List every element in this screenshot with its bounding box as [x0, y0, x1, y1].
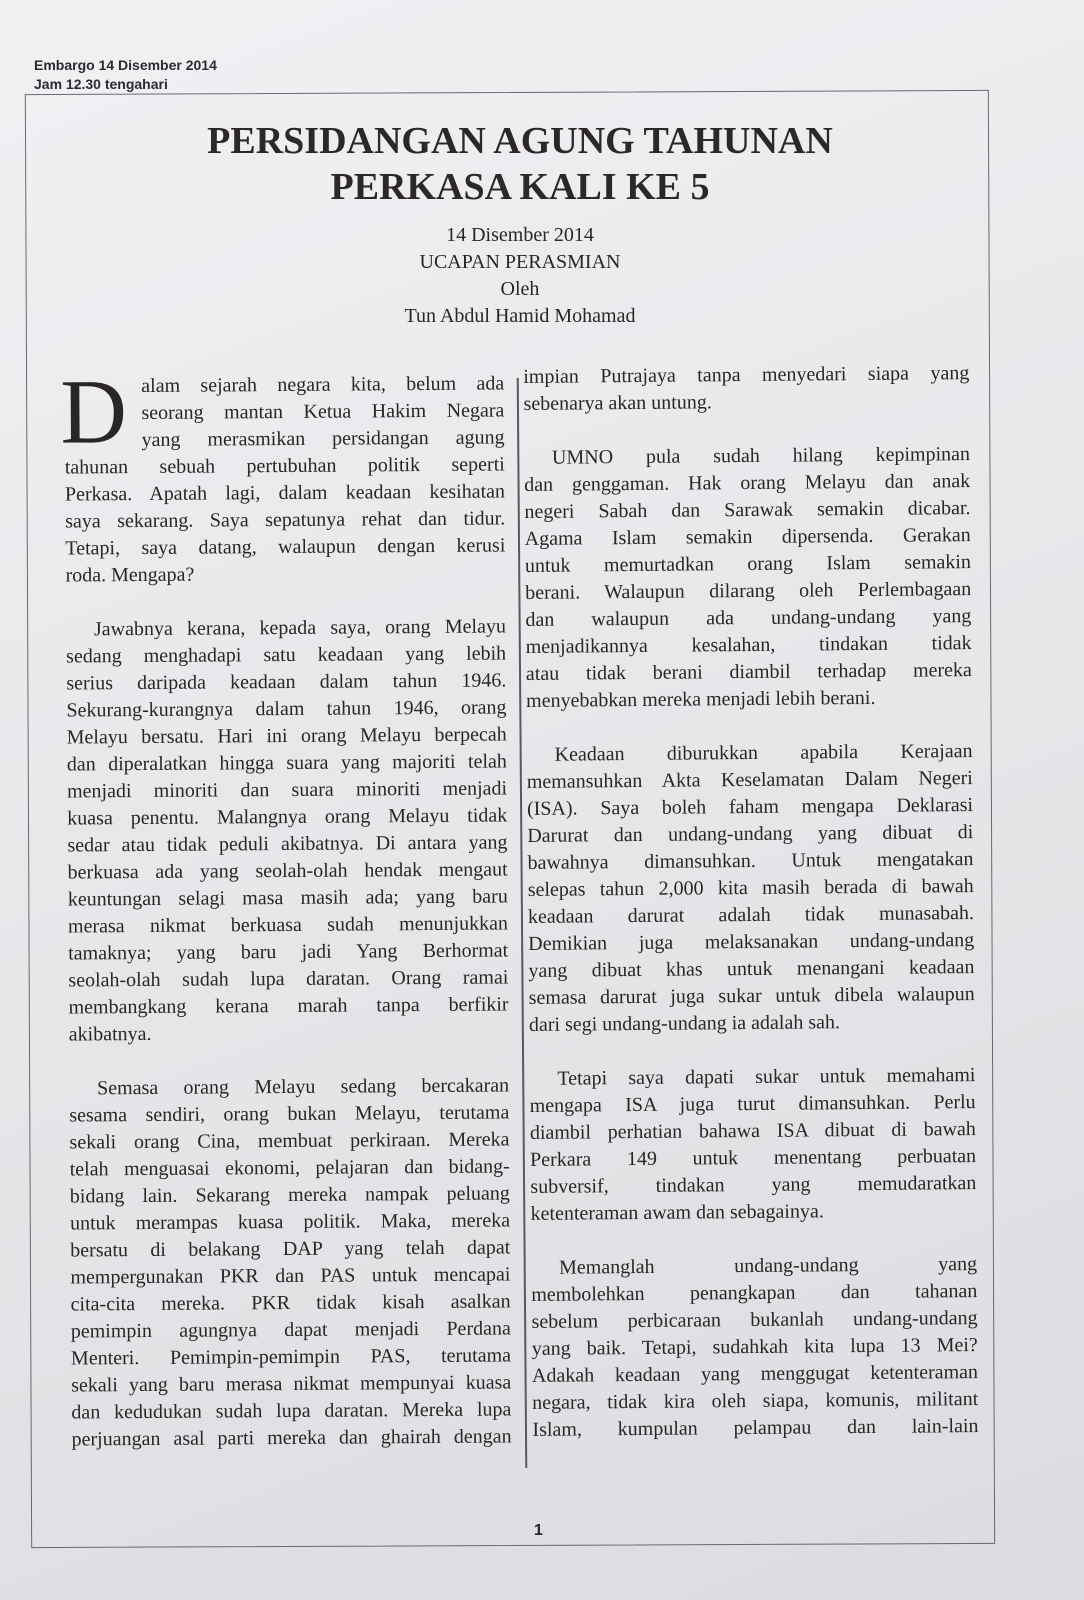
- text-line: seorang mantan Ketua Hakim Negara: [141, 399, 505, 425]
- text-line: negeri Sabah dan Sarawak semakin dicabar.: [524, 497, 971, 523]
- text-line: untuk memurtadkan orang Islam semakin: [524, 551, 972, 577]
- text-line: atau tidak berani diambil terhadap mereka: [525, 659, 972, 685]
- by-label: Oleh: [500, 278, 540, 300]
- text-line: Darurat dan undang-undang yang dibuat di: [527, 821, 974, 847]
- text-line: keadaan darurat adalah tidak munasabah.: [527, 902, 975, 928]
- text-line: sebenarya akan untung.: [523, 391, 712, 415]
- text-line: bidang lain. Sekarang mereka nampak peluang: [69, 1182, 510, 1208]
- document-date: 14 Disember 2014: [446, 224, 594, 246]
- text-line: menjadikannya kesalahan, tindakan tidak: [525, 632, 972, 658]
- text-line: Adakah keadaan yang menggugat ketenteraman: [531, 1361, 979, 1387]
- text-line: Memanglah undang-undang yang: [558, 1253, 978, 1279]
- text-line: mengapa ISA juga turut dimansuhkan. Perlu: [529, 1091, 976, 1117]
- text-line: yang baik. Tetapi, sudahkah kita lupa 13 Mei?: [531, 1334, 978, 1360]
- text-line: sekali yang baru merasa nikmat mempunyai kuasa: [71, 1371, 512, 1397]
- text-line: Jawabnya kerana, kepada saya, orang Melayu: [93, 615, 506, 641]
- text-line: memansuhkan Akta Keselamatan Dalam Negeri: [526, 767, 973, 793]
- text-line: membolehkan penangkapan dan tahanan: [531, 1280, 978, 1306]
- text-line: Islam, kumpulan pelampau dan lain-lain: [532, 1415, 979, 1441]
- text-line: Semasa orang Melayu sedang bercakaran: [97, 1074, 510, 1100]
- text-line: akibatnya.: [68, 1022, 152, 1046]
- text-line: ketenteraman awam dan sebagainya.: [530, 1200, 824, 1225]
- text-line: telah menguasai ekonomi, pelajaran dan bidang-: [69, 1155, 510, 1181]
- left-column: [60, 360, 512, 1480]
- paragraph: [524, 441, 972, 715]
- text-line: (ISA). Saya boleh faham mengapa Deklarasi: [526, 794, 974, 820]
- paragraph: [529, 1062, 976, 1228]
- text-line: dari segi undang-undang ia adalah sah.: [528, 1011, 841, 1036]
- paragraph: [64, 370, 505, 589]
- text-line: membangkang kerana marah tanpa berfikir: [68, 993, 509, 1019]
- text-line: tamaknya; yang baru jadi Yang Berhormat: [68, 939, 509, 965]
- paragraph: [66, 613, 509, 1048]
- text-line: sebelum perbicaraan bukanlah undang-undang: [531, 1307, 978, 1333]
- text-line: Perkara 149 untuk menentang perbuatan: [530, 1145, 977, 1171]
- text-line: Melayu bersatu. Hari ini orang Melayu berpecah: [66, 723, 507, 749]
- text-line: perjuangan asal parti mereka dan ghairah dengan: [71, 1425, 512, 1451]
- drop-cap: D: [60, 360, 128, 463]
- text-line: sedar atau tidak peduli akibatnya. Di antara yang: [67, 831, 508, 857]
- text-line: bersatu di belakang DAP yang telah dapat: [70, 1236, 511, 1262]
- document-title: [0, 118, 1040, 210]
- text-line: sesama sendiri, orang bukan Melayu, terutama: [69, 1101, 510, 1127]
- text-line: merasa nikmat berkuasa sudah menunjukkan: [67, 912, 509, 938]
- text-line: menjadi minoriti dan suara minoriti menjadi: [66, 777, 508, 803]
- text-line: Tetapi, saya datang, walaupun dengan kerusi: [65, 534, 506, 560]
- text-line: dan genggaman. Hak orang Melayu dan anak: [524, 470, 971, 496]
- text-line: dan walaupun ada undang-undang yang: [525, 605, 972, 631]
- text-line: Menteri. Pemimpin-pemimpin PAS, terutama: [70, 1344, 512, 1370]
- text-line: bawahnya dimansuhkan. Untuk mengatakan: [527, 848, 974, 874]
- text-line: Sekurang-kurangnya dalam tahun 1946, orang: [66, 696, 507, 722]
- document-subheader: [0, 222, 1040, 330]
- text-line: kuasa penentu. Malangnya orang Melayu tidak: [67, 804, 508, 830]
- document-subtitle: UCAPAN PERASMIAN: [419, 251, 621, 273]
- text-line: diambil perhatian bahawa ISA dibuat di bawah: [529, 1118, 976, 1144]
- title-line-1: PERSIDANGAN AGUNG TAHUNAN: [207, 120, 833, 162]
- text-line: sekali orang Cina, membuat perkiraan. Mereka: [69, 1128, 510, 1154]
- text-line: dan kedudukan sudah lupa daratan. Mereka lupa: [71, 1398, 512, 1424]
- paragraph: [69, 1072, 512, 1453]
- paragraph: [523, 360, 969, 418]
- embargo-time: Jam 12.30 tengahari: [34, 76, 168, 92]
- text-line: untuk merampas kuasa politik. Maka, mereka: [69, 1209, 511, 1235]
- text-line: yang dibuat khas untuk menangani keadaan: [528, 956, 975, 982]
- text-line: menyebabkan mereka menjadi lebih berani.: [526, 686, 876, 712]
- text-line: alam sejarah negara kita, belum ada: [141, 372, 505, 398]
- page-number: 1: [534, 1522, 543, 1539]
- embargo-date: Embargo 14 Disember 2014: [34, 57, 217, 73]
- text-line: Perkasa. Apatah lagi, dalam keadaan kesihatan: [64, 480, 506, 506]
- text-line: dan diperalatkan hingga suara yang majoriti telah: [66, 750, 507, 776]
- text-line: pemimpin agungnya dapat menjadi Perdana: [70, 1317, 511, 1343]
- text-line: Agama Islam semakin dipersenda. Gerakan: [524, 524, 971, 550]
- text-line: selepas tahun 2,000 kita masih berada di bawah: [527, 875, 974, 901]
- text-line: serius daripada keadaan dalam tahun 1946.: [66, 669, 507, 695]
- text-line: saya sekarang. Saya sepatunya rehat dan tidur.: [65, 507, 506, 533]
- text-line: berkuasa ada yang seolah-olah hendak mengaut: [67, 858, 508, 884]
- text-line: keuntungan selagi masa masih ada; yang baru: [67, 885, 508, 911]
- text-line: negara, tidak kira oleh siapa, komunis, militant: [532, 1388, 979, 1414]
- text-line: tahunan sebuah pertubuhan politik seperti: [64, 453, 505, 479]
- paragraph: [531, 1251, 979, 1444]
- text-line: yang merasmikan persidangan agung: [141, 426, 505, 452]
- embargo-notice: [34, 56, 217, 94]
- text-line: Keadaan diburukkan apabila Kerajaan: [554, 740, 973, 766]
- text-line: roda. Mengapa?: [65, 563, 195, 587]
- title-line-2: PERKASA KALI KE 5: [330, 166, 710, 208]
- paragraph: [526, 738, 975, 1039]
- text-line: mempergunakan PKR dan PAS untuk mencapai: [70, 1263, 511, 1289]
- right-column: [523, 360, 979, 1471]
- text-line: subversif, tindakan yang memudaratkan: [530, 1172, 977, 1198]
- text-line: berani. Walaupun dilarang oleh Perlembagaan: [525, 578, 972, 604]
- author-name: Tun Abdul Hamid Mohamad: [404, 305, 636, 327]
- text-line: cita-cita mereka. PKR tidak kisah asalkan: [70, 1290, 511, 1316]
- text-line: semasa darurat juga sukar untuk dibela walaupun: [528, 983, 975, 1009]
- text-line: Tetapi saya dapati sukar untuk memahami: [557, 1064, 976, 1090]
- text-line: impian Putrajaya tanpa menyedari siapa yang: [523, 362, 970, 388]
- text-line: sedang menghadapi satu keadaan yang lebih: [66, 642, 507, 668]
- text-line: UMNO pula sudah hilang kepimpinan: [551, 443, 971, 469]
- text-line: Demikian juga melaksanakan undang-undang: [528, 929, 975, 955]
- text-line: seolah-olah sudah lupa daratan. Orang ramai: [68, 966, 509, 992]
